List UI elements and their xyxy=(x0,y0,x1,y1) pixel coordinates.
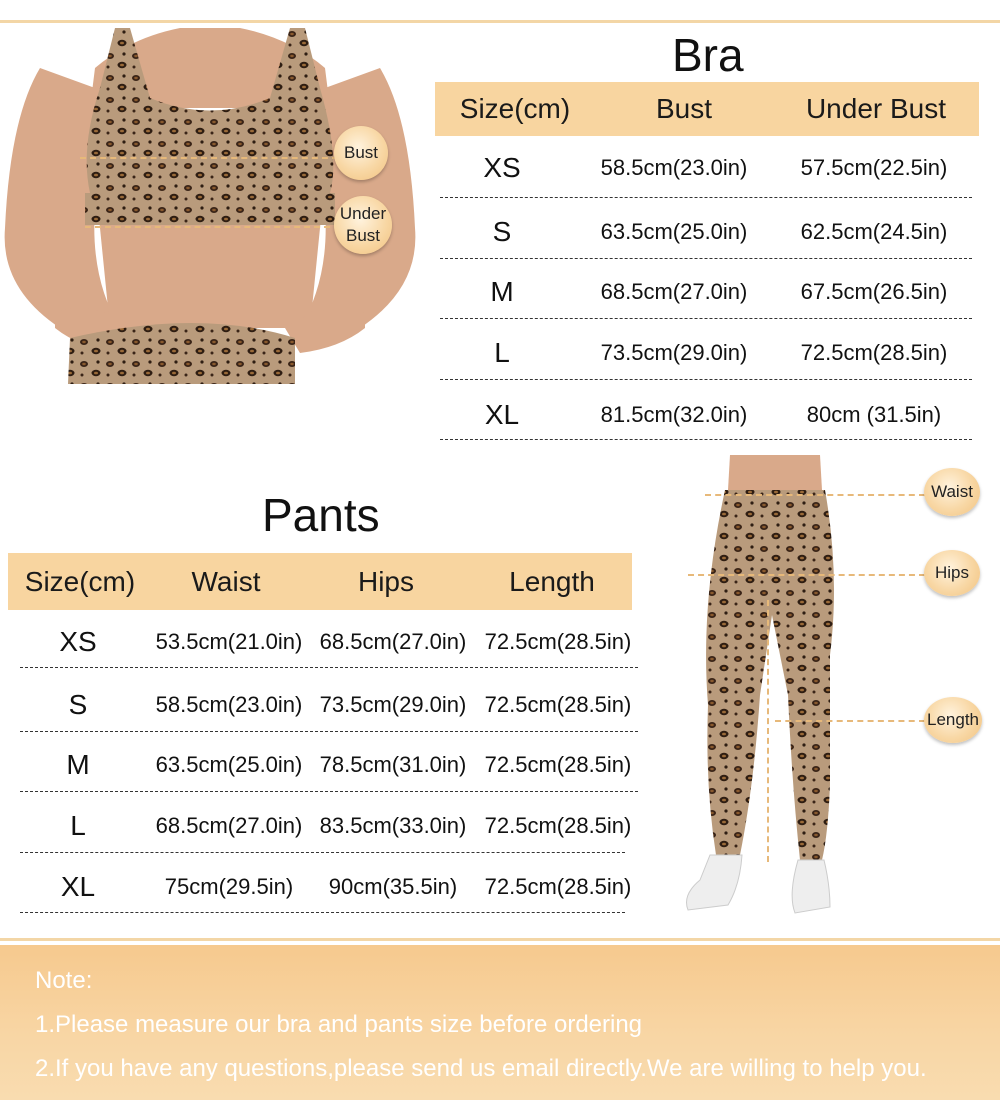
bust-callout-label: Bust xyxy=(343,143,379,162)
pants-row-separator xyxy=(20,791,638,792)
pants-size: L xyxy=(70,810,86,841)
bra-under-bust: 67.5cm(26.5in) xyxy=(800,279,948,304)
note-line-1: 1.Please measure our bra and pants size before ordering xyxy=(35,1011,643,1038)
bra-row-m xyxy=(435,272,979,312)
pants-table-header xyxy=(8,553,632,610)
bra-bust: 58.5cm(23.0in) xyxy=(600,155,748,180)
bra-under-bust: 57.5cm(22.5in) xyxy=(800,155,948,180)
pants-header-length: Length xyxy=(509,565,595,597)
bra-under-bust: 80cm (31.5in) xyxy=(806,402,942,427)
bra-under-bust: 72.5cm(28.5in) xyxy=(800,340,948,365)
note-panel xyxy=(0,945,1000,1100)
bra-row-l xyxy=(435,333,979,373)
pants-row-m xyxy=(8,745,640,785)
bra-row-xl xyxy=(435,395,979,435)
under-bust-callout-line1: Under xyxy=(339,204,387,223)
pants-hips: 83.5cm(33.0in) xyxy=(319,813,467,838)
pants-row-xs xyxy=(8,622,640,662)
bra-header-bust: Bust xyxy=(655,93,713,124)
pants-waist: 75cm(29.5in) xyxy=(164,874,294,899)
pants-header-waist: Waist xyxy=(191,565,261,597)
bra-row-separator xyxy=(440,379,972,380)
pants-size: M xyxy=(66,749,90,780)
bra-size: XS xyxy=(483,152,521,183)
pants-hips: 73.5cm(29.0in) xyxy=(319,692,467,717)
pants-length: 72.5cm(28.5in) xyxy=(484,752,632,777)
hips-callout xyxy=(924,550,980,596)
waist-callout-label: Waist xyxy=(931,482,973,501)
bra-row-separator xyxy=(440,318,972,319)
pants-hips: 90cm(35.5in) xyxy=(328,874,458,899)
bust-measure-line xyxy=(80,157,338,159)
bra-row-separator xyxy=(440,258,972,259)
pants-length: 72.5cm(28.5in) xyxy=(484,629,632,654)
waist-measure-line xyxy=(705,494,925,496)
pants-size: XS xyxy=(59,626,97,657)
pants-row-l xyxy=(8,806,640,846)
bra-size: L xyxy=(494,337,510,368)
bra-title: Bra xyxy=(672,29,744,81)
pants-size: S xyxy=(68,689,88,720)
bra-under-bust: 62.5cm(24.5in) xyxy=(800,219,948,244)
pants-header-size: Size(cm) xyxy=(24,565,136,597)
pants-length: 72.5cm(28.5in) xyxy=(484,874,632,899)
under-bust-callout xyxy=(334,196,392,254)
pants-row-xl xyxy=(8,867,640,907)
hips-callout-label: Hips xyxy=(934,563,969,582)
bra-size: M xyxy=(490,276,514,307)
bra-size: S xyxy=(492,216,512,247)
under-bust-measure-line xyxy=(85,226,340,228)
bra-bust: 81.5cm(32.0in) xyxy=(600,402,748,427)
bra-bust: 68.5cm(27.0in) xyxy=(600,279,748,304)
hips-measure-line xyxy=(688,574,925,576)
length-measure-line xyxy=(775,720,925,722)
length-callout xyxy=(924,697,982,743)
bra-row-separator xyxy=(440,439,972,440)
bra-header-size: Size(cm) xyxy=(459,93,571,124)
length-vertical-line xyxy=(767,600,769,862)
under-bust-callout-line2: Bust xyxy=(345,226,381,245)
pants-waist: 63.5cm(25.0in) xyxy=(155,752,303,777)
pants-header-hips: Hips xyxy=(357,565,414,597)
bust-callout xyxy=(334,126,388,180)
waist-callout xyxy=(924,468,980,516)
pants-row-separator xyxy=(20,731,638,732)
bra-table-header xyxy=(435,82,979,136)
bra-size: XL xyxy=(484,399,520,430)
pants-length: 72.5cm(28.5in) xyxy=(484,692,632,717)
pants-hips: 68.5cm(27.0in) xyxy=(319,629,467,654)
pants-title: Pants xyxy=(262,489,380,541)
bottom-divider xyxy=(0,938,1000,941)
pants-row-separator xyxy=(20,667,638,668)
pants-model-image xyxy=(680,455,850,915)
pants-row-separator xyxy=(20,912,625,913)
note-line-2: 2.If you have any questions,please send us email directly.We are willing to help you. xyxy=(35,1055,927,1082)
pants-waist: 53.5cm(21.0in) xyxy=(155,629,303,654)
pants-row-s xyxy=(8,685,640,725)
length-callout-label: Length xyxy=(927,710,979,729)
bra-header-under-bust: Under Bust xyxy=(805,93,947,124)
bra-row-s xyxy=(435,212,979,252)
bra-bust: 63.5cm(25.0in) xyxy=(600,219,748,244)
pants-waist: 58.5cm(23.0in) xyxy=(155,692,303,717)
pants-hips: 78.5cm(31.0in) xyxy=(319,752,467,777)
pants-row-separator xyxy=(20,852,625,853)
top-divider xyxy=(0,20,1000,23)
note-heading: Note: xyxy=(35,967,93,994)
bra-row-xs xyxy=(435,148,979,188)
pants-length: 72.5cm(28.5in) xyxy=(484,813,632,838)
pants-waist: 68.5cm(27.0in) xyxy=(155,813,303,838)
bra-bust: 73.5cm(29.0in) xyxy=(600,340,748,365)
pants-size: XL xyxy=(60,871,96,902)
bra-row-separator xyxy=(440,197,972,198)
